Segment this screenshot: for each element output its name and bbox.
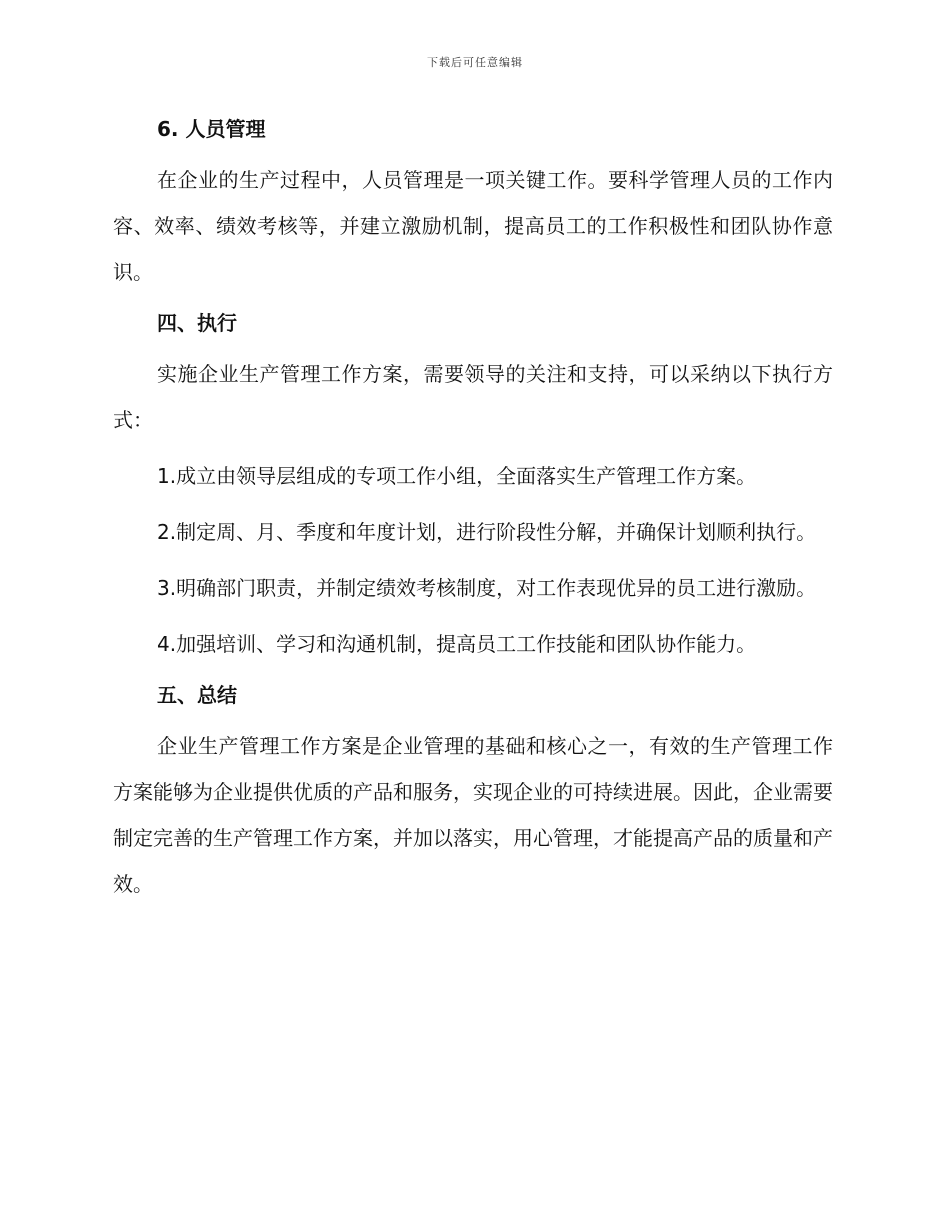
document-body [113, 111, 833, 917]
list-item: 2.制定周、月、季度和年度计划，进行阶段性分解，并确保计划顺利执行。 [157, 520, 817, 544]
list-item: 4.加强培训、学习和沟通机制，提高员工工作技能和团队协作能力。 [157, 632, 757, 656]
paragraph-summary: 企业生产管理工作方案是企业管理的基础和核心之一，有效的生产管理工作方案能够为企业提供优质的产品和服务，实现企业的可持续进展。因此，企业需要制定完善的生产管理工作方案，并加以落实，用心管理，才能提高产品的质量和产效。 [113, 734, 833, 896]
list-item: 1.成立由领导层组成的专项工作小组，全面落实生产管理工作方案。 [157, 464, 757, 488]
section-heading-execution: 四、执行 [157, 311, 237, 335]
section-heading-summary: 五、总结 [157, 683, 237, 707]
paragraph-execution-intro: 实施企业生产管理工作方案，需要领导的关注和支持，可以采纳以下执行方式： [113, 362, 833, 432]
section-heading-personnel: 6. 人员管理 [157, 117, 266, 141]
list-item: 3.明确部门职责，并制定绩效考核制度，对工作表现优异的员工进行激励。 [157, 576, 817, 600]
page-header: 下载后可任意编辑 [427, 56, 523, 69]
paragraph-personnel: 在企业的生产过程中，人员管理是一项关键工作。要科学管理人员的工作内容、效率、绩效考核等，并建立激励机制，提高员工的工作积极性和团队协作意识。 [113, 168, 833, 284]
